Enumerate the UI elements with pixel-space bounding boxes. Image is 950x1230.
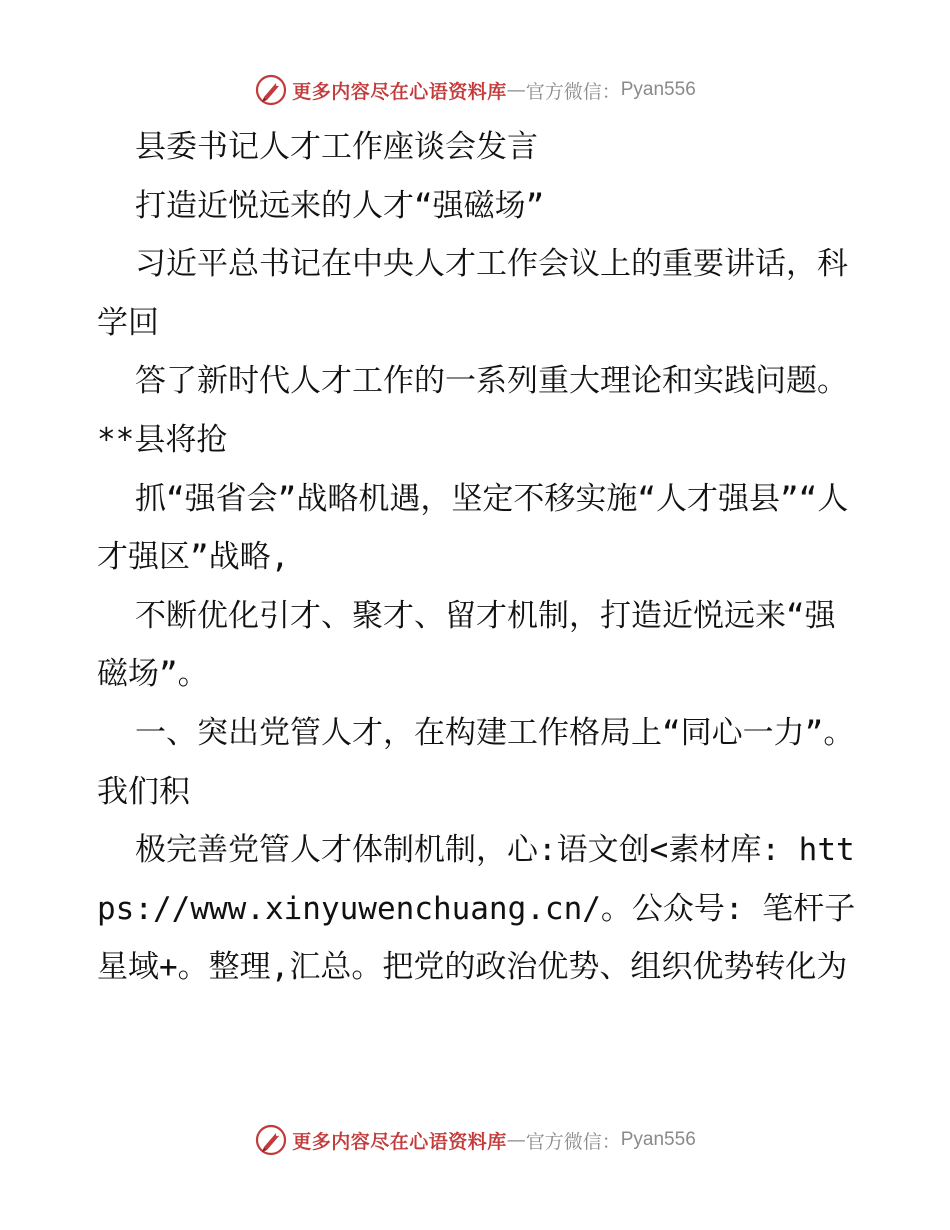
banner-separator: — — [506, 79, 526, 101]
document-title: 县委书记人才工作座谈会发言 — [135, 129, 538, 165]
footer-banner — [0, 1120, 950, 1160]
paragraph-3: 抓“强省会”战略机遇，坚定不移实施“人才强县”“人才强区”战略, — [97, 480, 849, 576]
banner-wechat-id: Pyan556 — [620, 79, 696, 100]
paragraph-1: 习近平总书记在中央人才工作会议上的重要讲话，科学回 — [97, 246, 848, 341]
paragraph-4: 不断优化引才、聚才、留才机制，打造近悦远来“强磁场”。 — [97, 597, 836, 693]
banner-wechat-label: 官方微信： — [525, 1130, 621, 1153]
pen-logo-icon — [254, 73, 288, 107]
banner-wechat-label: 官方微信： — [525, 80, 621, 103]
banner-wechat-id: Pyan556 — [620, 1129, 696, 1150]
paragraph-5: 一、突出党管人才，在构建工作格局上“同心一力”。我们积 — [97, 714, 855, 810]
document-subtitle: 打造近悦远来的人才“强磁场” — [135, 187, 545, 224]
banner-brand: 更多内容尽在心语资料库 — [292, 80, 507, 103]
paragraph-2: 答了新时代人才工作的一系列重大理论和实践问题。**县将抢 — [97, 363, 848, 458]
document-body — [97, 118, 857, 997]
paragraph-6: 极完善党管人才体制机制，心:语文创<素材库: https://www.xinyuwenchuang.cn/。公众号: 笔杆子星域+。整理,汇总。把党的政治优势、组织优势转化为 — [97, 832, 856, 986]
banner-separator: — — [506, 1129, 526, 1151]
pen-logo-icon — [254, 1123, 288, 1157]
header-banner — [0, 70, 950, 110]
banner-brand: 更多内容尽在心语资料库 — [292, 1130, 507, 1153]
